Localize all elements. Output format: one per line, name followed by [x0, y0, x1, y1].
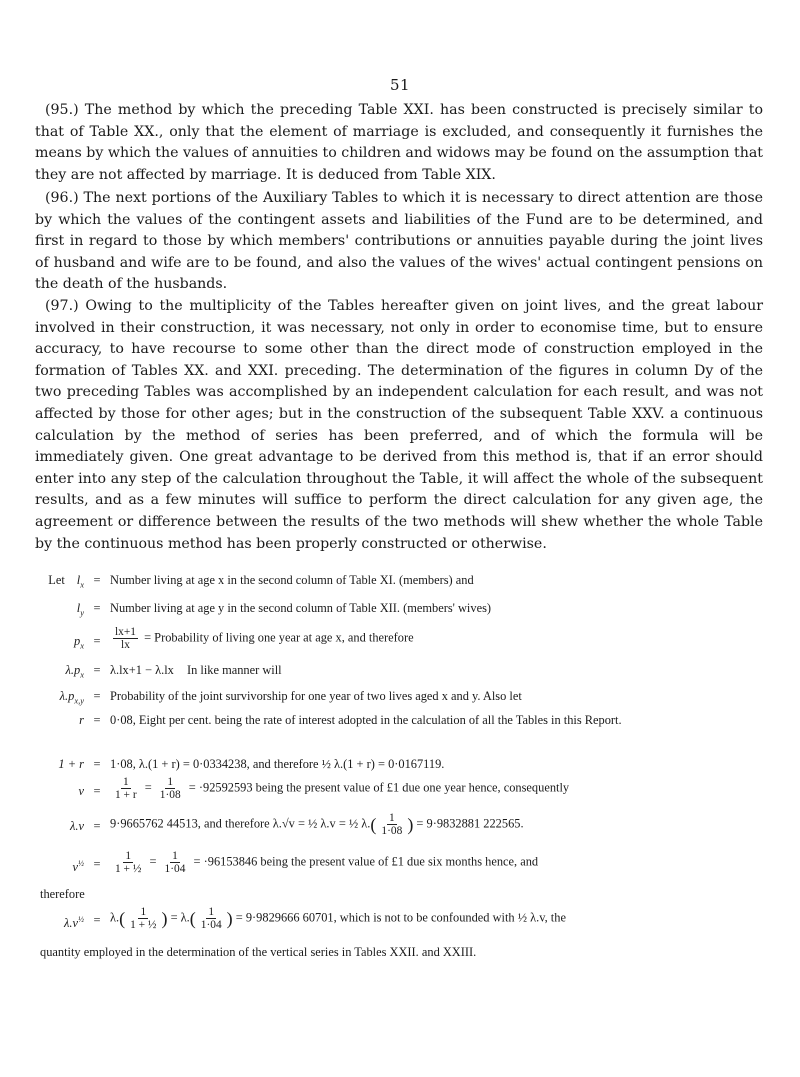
- therefore-word: therefore: [40, 887, 85, 901]
- def-log-px: $\lambda.p_x$ = λ.lx+1 − λ.lx In like manner will: [65, 663, 282, 680]
- v-text: = ·92592593 being the present value of £1 due one year hence, consequently: [188, 780, 570, 795]
- page-number: 51: [389, 76, 411, 94]
- log-px-note: In like manner will: [186, 663, 282, 677]
- log-v-half-result: = 9·9829666 60701, which is not to be confounded with ½ λ.v, the: [235, 910, 566, 925]
- log-v-text: 9·9665762 44513, and therefore λ.√v = ½ λ.v = ½ λ.: [110, 816, 371, 831]
- paragraph-97: (97.) Owing to the multiplicity of the Tables hereafter given on joint lives, and the great labour involved in their construction, it was necessary, not only in order to economise time, but to ensure accuracy, to have recourse to some other than the direct mode of construction employed in the formation of Tables XX. and XXI. preceding. The determination of the figures in column Dy of the two preceding Tables was accomplished by an independent calculation for each result, and was not affected by those for other ages; but in the construction of the subsequent Table XXV. a continuous calculation by the method of series has been preferred, and of which the formula will be immediately given. One great advantage to be derived from this method is, that if an error should enter into any step of the calculation throughout the Table, it will affect the whole of the subsequent results, and as a few minutes will suffice to perform the direct calculation for any given age, the agreement or difference between the results of the two methods will shew whether the whole Table by the continuous method has been properly constructed or otherwise.: [35, 298, 763, 552]
- px-text: = Probability of living one year at age x, and therefore: [144, 630, 414, 645]
- def-r: r = 0·08, Eight per cent. being the rate of interest adopted in the calculation of all the Tables in this Report.: [40, 712, 764, 728]
- def-v-half: $v^{\frac{1}{2}}$ = $\frac{1}{\text{1 + ½}}$ = $\frac{1}{1\cdot 04}$ = ·96153846 being the present value of £1 due six months hence, and: [72, 850, 539, 875]
- pxy-definition: Probability of the joint survivorship for one year of two lives aged x and y. Also let: [110, 689, 522, 703]
- therefore-line: [40, 886, 764, 902]
- def-log-v-half: $\lambda.v^{\frac{1}{2}}$ = λ.( $\frac{1}{\text{1 + ½}}$ ) = λ.( $\frac{1}{1\cdot 04}$ ) = 9·9829666 60701, which is not to be confounded with ½ λ.v, the: [64, 906, 566, 931]
- def-log-v: λ.v = 9·9665762 44513, and therefore λ.√v = ½ λ.v = ½ λ.( $\frac{1}{1\cdot 08}$ ) = 9·9832881 222565.: [70, 812, 524, 837]
- def-pxy: $\lambda.p_{x,y}$ = Probability of the joint survivorship for one year of two lives aged x and y. Also let: [40, 688, 764, 708]
- lx-definition: Number living at age x in the second column of Table XI. (members) and: [110, 573, 474, 587]
- log-px-formula: λ.lx+1 − λ.lx: [110, 663, 174, 677]
- r-definition: 0·08, Eight per cent. being the rate of interest adopted in the calculation of all the Tables in this Report.: [110, 713, 622, 727]
- px-fraction: $\frac{lx+1}{lx}$: [115, 626, 136, 651]
- one-plus-r-value: 1·08, λ.(1 + r) = 0·0334238, and therefore ½ λ.(1 + r) = 0·0167119.: [110, 757, 445, 771]
- def-v: v = $\frac{1}{1 + r}$ = $\frac{1}{1\cdot 08}$ = ·92592593 being the present value of £1 due one year hence, consequently: [78, 776, 570, 801]
- log-v-result: = 9·9832881 222565.: [416, 816, 524, 831]
- def-ly: $l_y$ = Number living at age y in the second column of Table XII. (members' wives): [40, 600, 764, 620]
- def-lx: Let $l_x$ = Number living at age x in the second column of Table XI. (members) and: [40, 572, 764, 592]
- paragraph-95: (95.) The method by which the preceding Table XXI. has been constructed is precisely similar to that of Table XX., only that the element of marriage is excluded, and consequently it furnishes the means by which the values of annuities to children and widows may be found on the assumption that they are not affected by marriage. It is deduced from Table XIX.: [35, 102, 763, 183]
- let-word: Let: [48, 573, 65, 587]
- ly-definition: Number living at age y in the second column of Table XII. (members' wives): [110, 601, 492, 615]
- def-one-plus-r: 1 + r = 1·08, λ.(1 + r) = 0·0334238, and therefore ½ λ.(1 + r) = 0·0167119.: [40, 756, 764, 772]
- def-px: $p_x$ = $\frac{lx+1}{lx}$ = Probability of living one year at age x, and therefore: [74, 626, 414, 651]
- final-line: quantity employed in the determination of the vertical series in Tables XXII. and XXIII.: [40, 945, 477, 959]
- paragraph-96: (96.) The next portions of the Auxiliary Tables to which it is necessary to direct attention are those by which the values of the contingent assets and liabilities of the Fund are to be determined, and first in regard to those by which members' contributions or annuities payable during the joint lives of husband and wife are to be found, and also the values of the wives' actual contingent pensions on the death of the husbands.: [35, 190, 763, 293]
- v-half-text: = ·96153846 being the present value of £1 due six months hence, and: [193, 854, 539, 869]
